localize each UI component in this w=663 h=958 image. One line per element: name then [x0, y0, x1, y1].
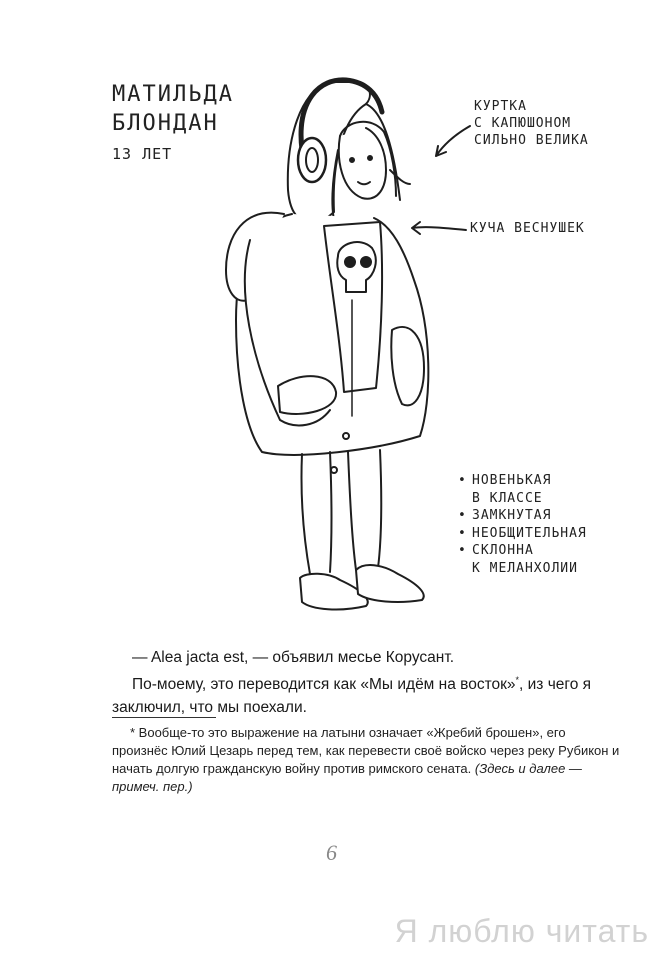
footnote — [112, 724, 620, 796]
character-age: 13 ЛЕТ — [112, 145, 173, 163]
paragraph — [112, 669, 620, 719]
watermark: Я люблю читать — [394, 913, 649, 949]
character-name-first: МАТИЛЬДА — [112, 82, 234, 107]
annotation-jacket-line: С КАПЮШОНОМ — [474, 116, 572, 131]
page-number: 6 — [326, 840, 337, 865]
footnote-translator-note: (Здесь и далее — примеч. пер.) — [112, 761, 582, 794]
face — [339, 128, 386, 199]
annotation-freckles: КУЧА ВЕСНУШЕК — [470, 221, 585, 236]
legs — [301, 450, 381, 574]
footnote-marker: * — [515, 675, 520, 685]
trait-text: НОВЕНЬКАЯ — [472, 473, 552, 488]
arrow-freckles — [412, 222, 466, 234]
trait-text: СКЛОННА — [472, 543, 534, 558]
trait-text-continued: В КЛАССЕ — [472, 490, 543, 506]
trait-text-continued: К МЕЛАНХОЛИИ — [472, 560, 578, 576]
paragraph: — Alea jacta est, — объявил месье Корусант. — [132, 649, 455, 666]
footnote-divider — [112, 717, 216, 718]
paragraph-text: По-моему, это переводится как «Мы идём на восток» — [132, 676, 516, 694]
paragraph-text: , из чего я заключил, что мы поехали. — [112, 676, 592, 717]
annotation-jacket-line: СИЛЬНО ВЕЛИКА — [474, 133, 589, 148]
character-name-last: БЛОНДАН — [112, 111, 219, 136]
trait-text: ЗАМКНУТАЯ — [472, 508, 552, 523]
arrow-jacket — [436, 126, 470, 156]
annotation-jacket-line: КУРТКА — [474, 99, 527, 114]
trait-text: НЕОБЩИТЕЛЬНАЯ — [472, 525, 587, 541]
sneaker-right — [356, 565, 424, 602]
footnote-text: * Вообще-то это выражение на латыни означает «Жребий брошен», его произнёс Юлий Цезарь перед тем, как перевести своё войско через реку Рубикон и начать долгую гражданскую войну против римского сената. — [112, 725, 620, 776]
